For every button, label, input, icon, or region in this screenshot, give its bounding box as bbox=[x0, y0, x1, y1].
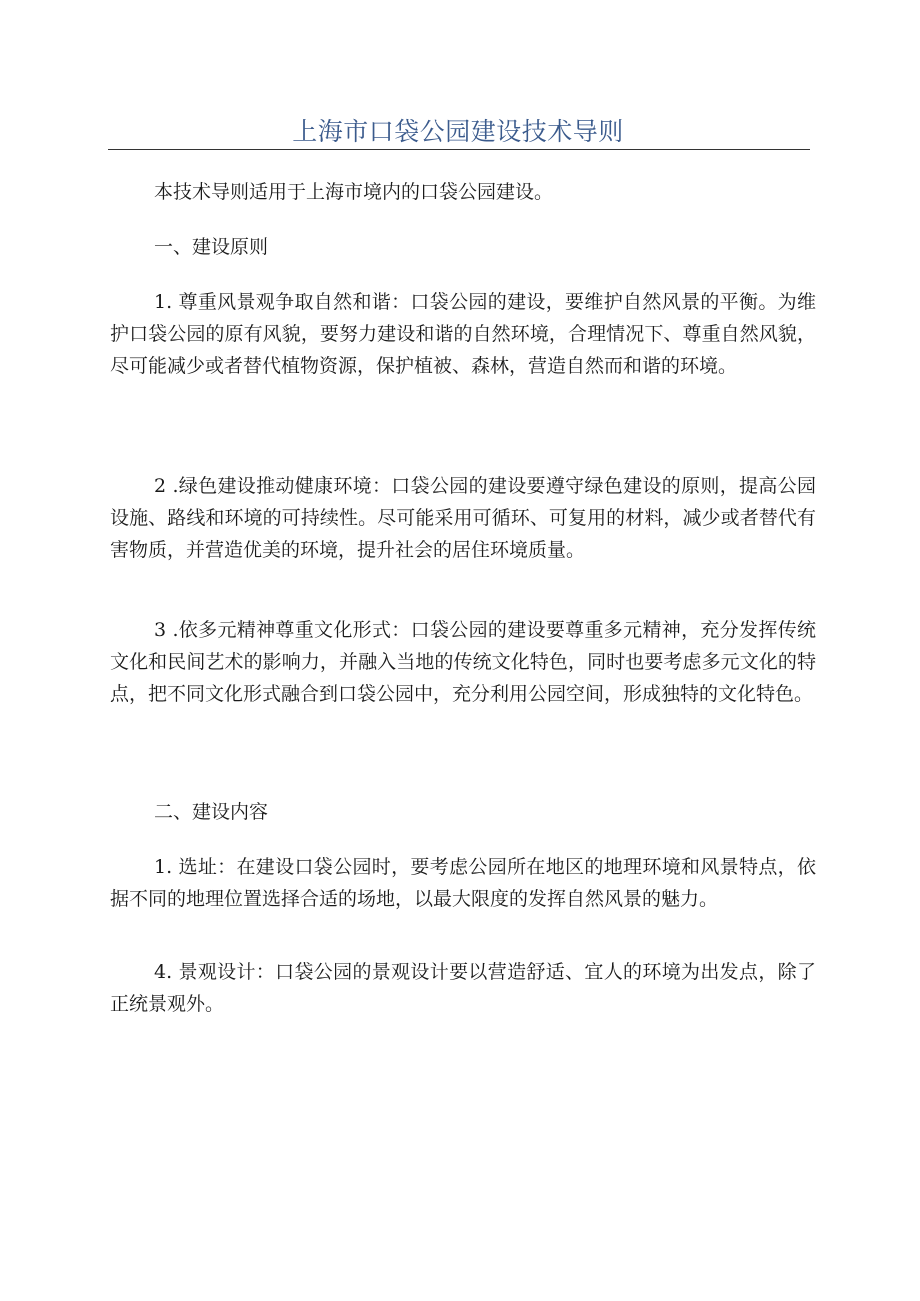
intro-paragraph: 本技术导则适用于上海市境内的口袋公园建设。 bbox=[154, 181, 554, 203]
principle-3-paragraph: 3 .依多元精神尊重文化形式：口袋公园的建设要尊重多元精神，充分发挥传统文化和民间艺术的影响力，并融入当地的传统文化特色，同时也要考虑多元文化的特点，把不同文化形式融合到口袋公园中，充分利用公园空间，形成独特的文化特色。 bbox=[110, 619, 816, 705]
title-underline bbox=[108, 149, 810, 150]
content-4-paragraph: 4. 景观设计：口袋公园的景观设计要以营造舒适、宜人的环境为出发点，除了正统景观外。 bbox=[110, 961, 816, 1015]
principle-1-paragraph: 1. 尊重风景观争取自然和谐：口袋公园的建设，要维护自然风景的平衡。为维护口袋公园的原有风貌，要努力建设和谐的自然环境，合理情况下、尊重自然风貌，尽可能减少或者替代植物资源，保护植被、森林，营造自然而和谐的环境。 bbox=[110, 291, 816, 377]
section-1-heading: 一、建设原则 bbox=[154, 236, 269, 258]
principle-2-paragraph: 2 .绿色建设推动健康环境：口袋公园的建设要遵守绿色建设的原则，提高公园设施、路线和环境的可持续性。尽可能采用可循环、可复用的材料，减少或者替代有害物质，并营造优美的环境，提升社会的居住环境质量。 bbox=[110, 475, 816, 561]
content-1-paragraph: 1. 选址：在建设口袋公园时，要考虑公园所在地区的地理环境和风景特点，依据不同的地理位置选择合适的场地，以最大限度的发挥自然风景的魅力。 bbox=[110, 856, 816, 910]
section-2-heading: 二、建设内容 bbox=[154, 801, 269, 823]
document-title: 上海市口袋公园建设技术导则 bbox=[292, 117, 624, 146]
